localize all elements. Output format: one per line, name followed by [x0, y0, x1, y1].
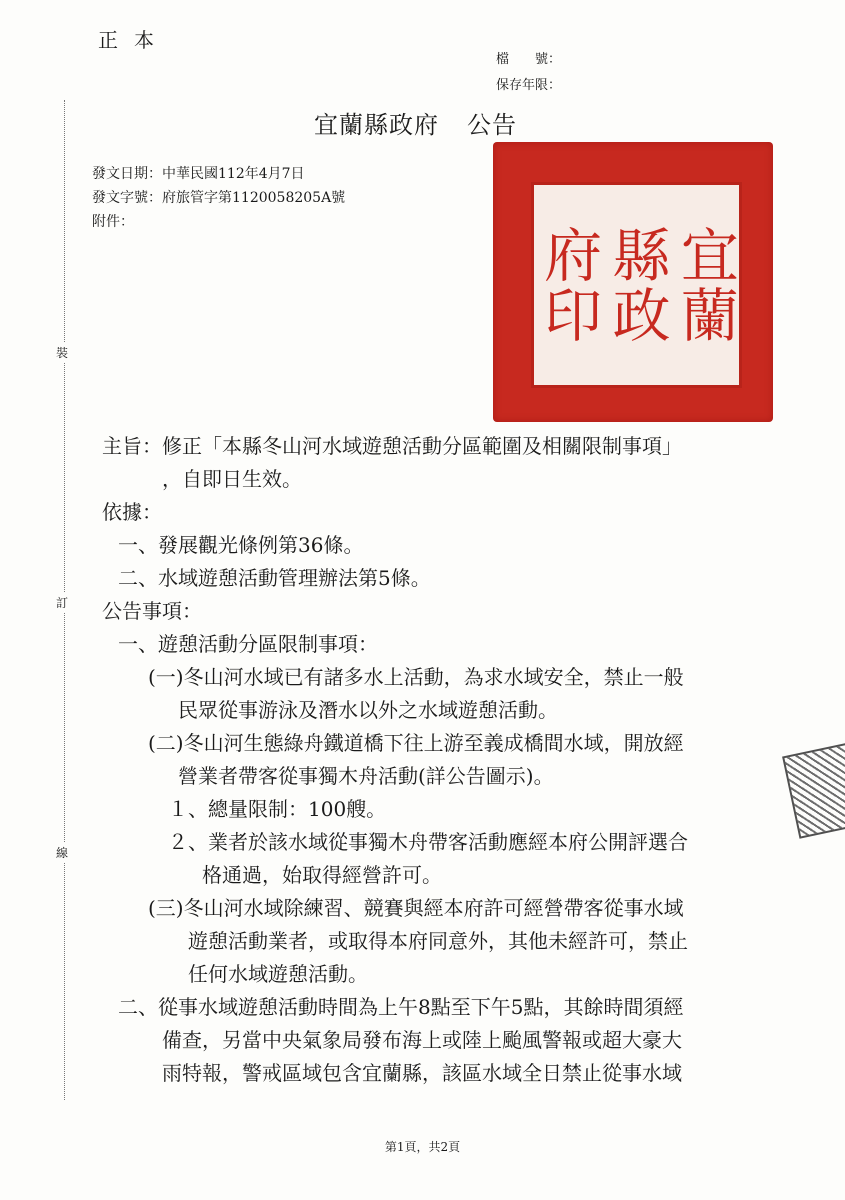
notice-item-2-line-3: 雨特報，警戒區域包含宜蘭縣，該區水域全日禁止從事水域	[162, 1061, 682, 1085]
notice-1b-subitem-2-line-1: ２、業者於該水域從事獨木舟帶客活動應經本府公開評選合	[168, 830, 688, 854]
binding-mark-zhuang: 裝	[56, 342, 68, 363]
basis-item-2: 二、水域遊憩活動管理辦法第5條。	[118, 566, 431, 590]
notice-1a-line-2: 民眾從事游泳及潛水以外之水域遊憩活動。	[178, 698, 558, 722]
subject-line-1: 主旨：修正「本縣冬山河水域遊憩活動分區範圍及相關限制事項」	[102, 434, 682, 458]
doc-type: 公告	[467, 111, 517, 139]
seal-column: 宜蘭	[670, 225, 739, 345]
notice-item-2-line-2: 備查，另當中央氣象局發布海上或陸上颱風警報或超大豪大	[162, 1028, 682, 1052]
notice-item-1-heading: 一、遊憩活動分區限制事項：	[118, 632, 378, 656]
seal-column: 府印	[534, 225, 603, 345]
notice-1b-line-2: 營業者帶客從事獨木舟活動(詳公告圖示)。	[178, 764, 554, 788]
page-number: 第1頁，共2頁	[384, 1140, 461, 1154]
notice-item-2-line-1: 二、從事水域遊憩活動時間為上午8點至下午5點，其餘時間須經	[118, 995, 684, 1019]
issue-date: 發文日期：中華民國112年4月7日	[92, 166, 305, 182]
basis-item-1: 一、發展觀光條例第36條。	[118, 533, 364, 557]
notice-1a-line-1: (一)冬山河水域已有諸多水上活動，為求水域安全，禁止一般	[148, 665, 684, 689]
binding-mark-ding: 訂	[56, 592, 68, 613]
notice-1b-line-1: (二)冬山河生態綠舟鐵道橋下往上游至義成橋間水域，開放經	[148, 731, 684, 755]
page-title	[314, 105, 517, 140]
binding-mark-xian: 線	[56, 842, 68, 863]
reference-number: 發文字號：府旅管字第1120058205A號	[92, 190, 346, 206]
notice-heading: 公告事項：	[102, 599, 202, 623]
attachment: 附件：	[92, 214, 134, 230]
notice-1c-line-1: (三)冬山河水域除練習、競賽與經本府許可經營帶客從事水域	[148, 896, 684, 920]
retention-label: 保存年限：	[496, 78, 562, 93]
seal-column: 縣政	[602, 225, 671, 345]
copy-label: 正本	[98, 28, 170, 52]
agency-name: 宜蘭縣政府	[314, 111, 439, 139]
subject-line-2: ，自即日生效。	[162, 467, 302, 491]
notice-1c-line-3: 任何水域遊憩活動。	[188, 962, 368, 986]
official-seal	[493, 142, 773, 422]
notice-1b-subitem-1: １、總量限制：100艘。	[168, 797, 387, 821]
notice-1c-line-2: 遊憩活動業者，或取得本府同意外，其他未經許可，禁止	[188, 929, 688, 953]
basis-heading: 依據：	[102, 500, 162, 524]
notice-1b-subitem-2-line-2: 格通過，始取得經營許可。	[202, 863, 442, 887]
file-number-label: 檔 號：	[496, 52, 562, 67]
partial-stamp	[782, 741, 845, 839]
